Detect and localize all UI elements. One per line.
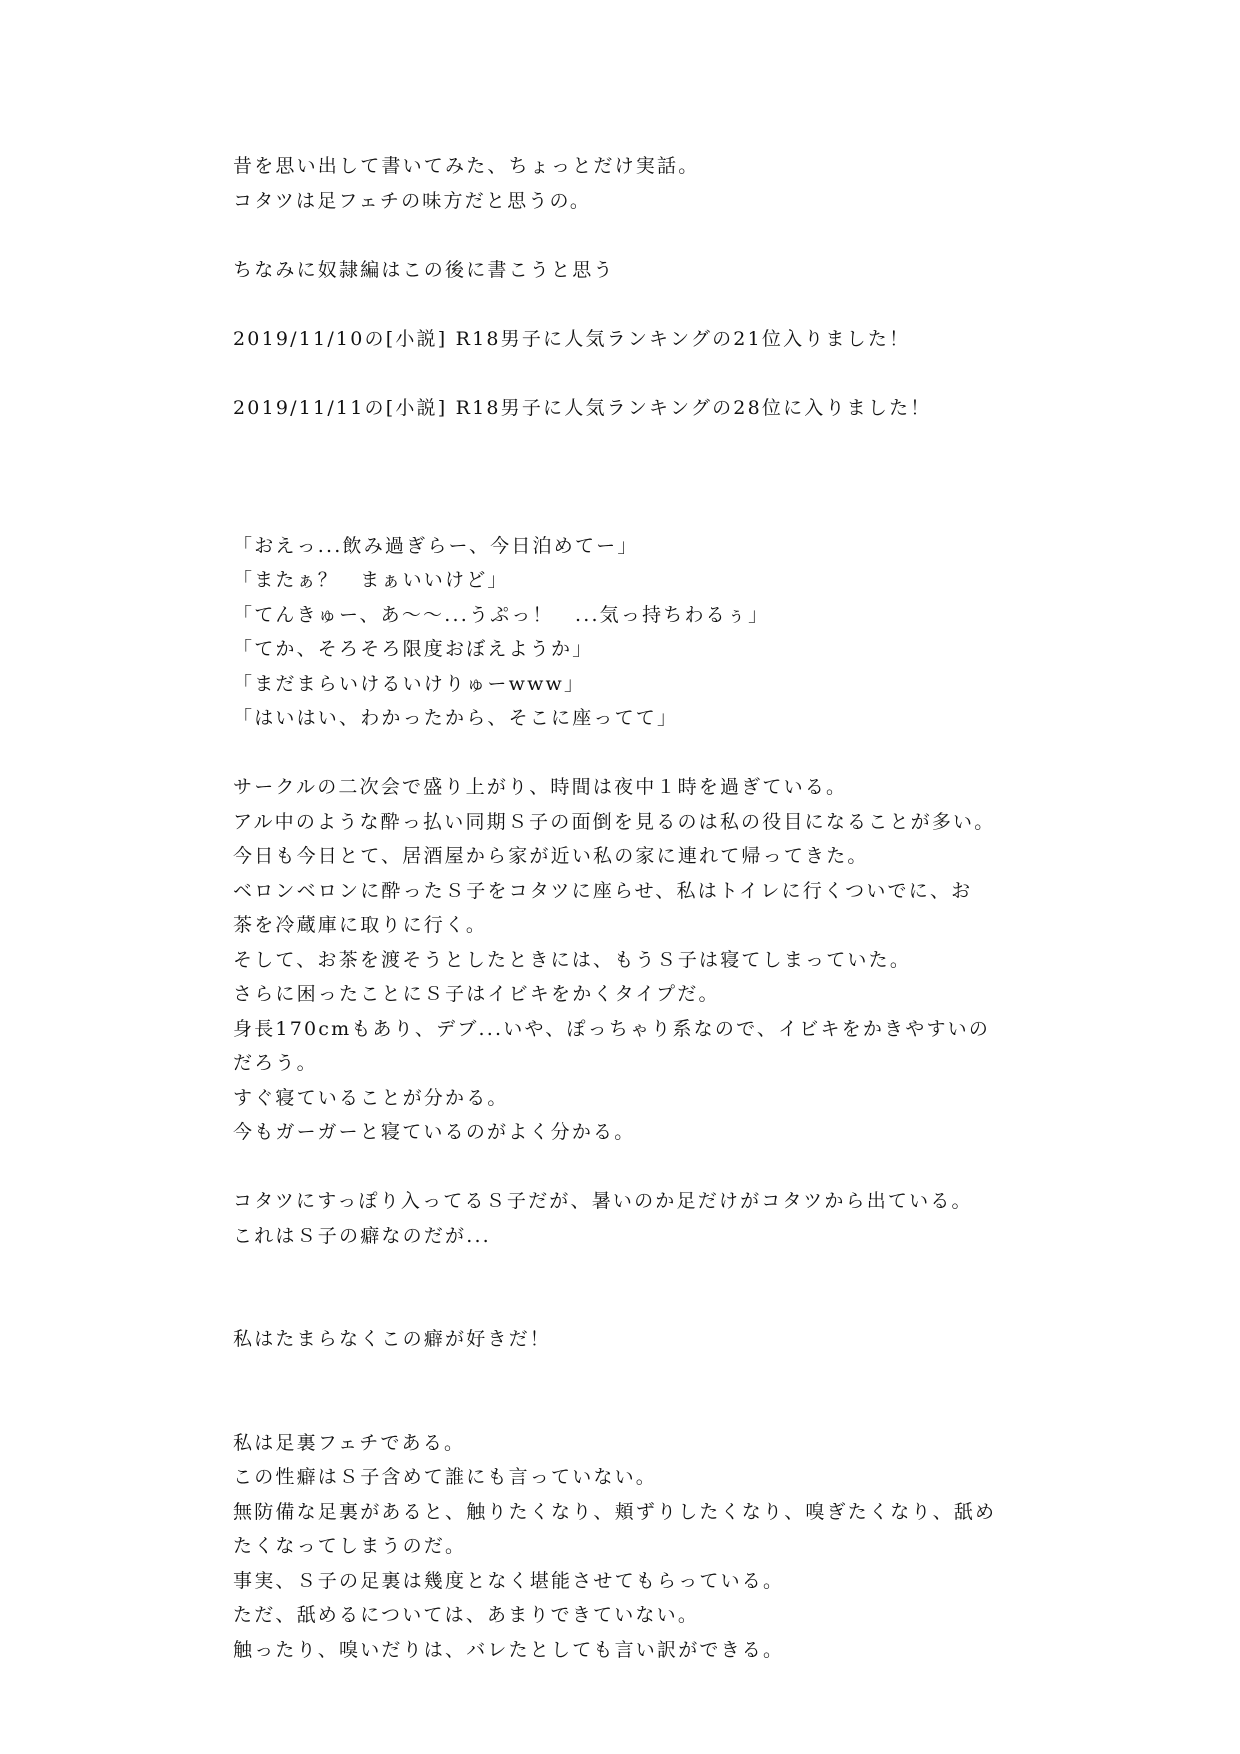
dialogue-line: 「またぁ？ まぁいいけど」 <box>233 569 509 591</box>
ranking-line-1: 2019/11/10の[小説] R18男子に人気ランキングの21位入りました！ <box>233 327 911 350</box>
narrative-line: 今もガーガーと寝ているのがよく分かる。 <box>233 1121 636 1143</box>
narrative-line: サークルの二次会で盛り上がり、時間は夜中１時を過ぎている。 <box>233 776 848 798</box>
narrative-line: さらに困ったことにＳ子はイビキをかくタイプだ。 <box>233 983 720 1005</box>
dialogue-line: 「おえっ...飲み過ぎらー、今日泊めてー」 <box>233 534 639 557</box>
intro-line-1: 昔を思い出して書いてみた、ちょっとだけ実話。 <box>233 155 700 177</box>
intro-line-2: コタツは足フェチの味方だと思うの。 <box>233 189 592 212</box>
narrative-line: この性癖はＳ子含めて誰にも言っていない。 <box>233 1466 658 1488</box>
emphasis-line: 私はたまらなくこの癖が好きだ！ <box>233 1328 552 1350</box>
narrative-line: すぐ寝ていることが分かる。 <box>233 1086 509 1109</box>
narrative-line: そして、お茶を渡そうとしたときには、もうＳ子は寝てしまっていた。 <box>233 948 912 971</box>
narrative-line: たくなってしまうのだ。 <box>233 1535 467 1557</box>
narrative-line: 茶を冷蔵庫に取りに行く。 <box>233 914 488 936</box>
narrative-line: 触ったり、嗅いだりは、バレたとしても言い訳ができる。 <box>233 1638 785 1661</box>
narrative-line: 今日も今日とて、居酒屋から家が近い私の家に連れて帰ってきた。 <box>233 845 869 867</box>
dialogue-line: 「てか、そろそろ限度おぼえようか」 <box>233 638 594 660</box>
narrative-line: 事実、Ｓ子の足裏は幾度となく堪能させてもらっている。 <box>233 1569 785 1592</box>
narrative-line: 私は足裏フェチである。 <box>233 1431 466 1454</box>
narrative-line: コタツにすっぽり入ってるＳ子だが、暑いのか足だけがコタツから出ている。 <box>233 1190 973 1212</box>
narrative-line: 無防備な足裏があると、触りたくなり、頬ずりしたくなり、嗅ぎたくなり、舐め <box>233 1500 997 1523</box>
ranking-line-2: 2019/11/11の[小説] R18男子に人気ランキングの28位に入りました！ <box>233 396 932 419</box>
narrative-line: アル中のような酔っ払い同期Ｓ子の面倒を見るのは私の役目になることが多い。 <box>233 810 996 833</box>
narrative-line: だろう。 <box>233 1052 318 1074</box>
narrative-line: ベロンベロンに酔ったＳ子をコタツに座らせ、私はトイレに行くついでに、お <box>233 879 973 902</box>
dialogue-line: 「はいはい、わかったから、そこに座ってて」 <box>233 707 679 729</box>
narrative-line: 身長170cmもあり、デブ...いや、ぽっちゃり系なので、イビキをかきやすいの <box>233 1017 991 1040</box>
dialogue-line: 「てんきゅー、あ～～...うぷっ！ ...気っ持ちわるぅ」 <box>233 603 770 626</box>
narrative-line: これはＳ子の癖なのだが... <box>233 1224 491 1247</box>
document-page <box>233 149 1033 1667</box>
intro-note: ちなみに奴隷編はこの後に書こうと思う <box>233 258 615 281</box>
narrative-line: ただ、舐めるについては、あまりできていない。 <box>233 1604 700 1626</box>
dialogue-line: 「まだまらいけるいけりゅーwww」 <box>233 672 586 695</box>
